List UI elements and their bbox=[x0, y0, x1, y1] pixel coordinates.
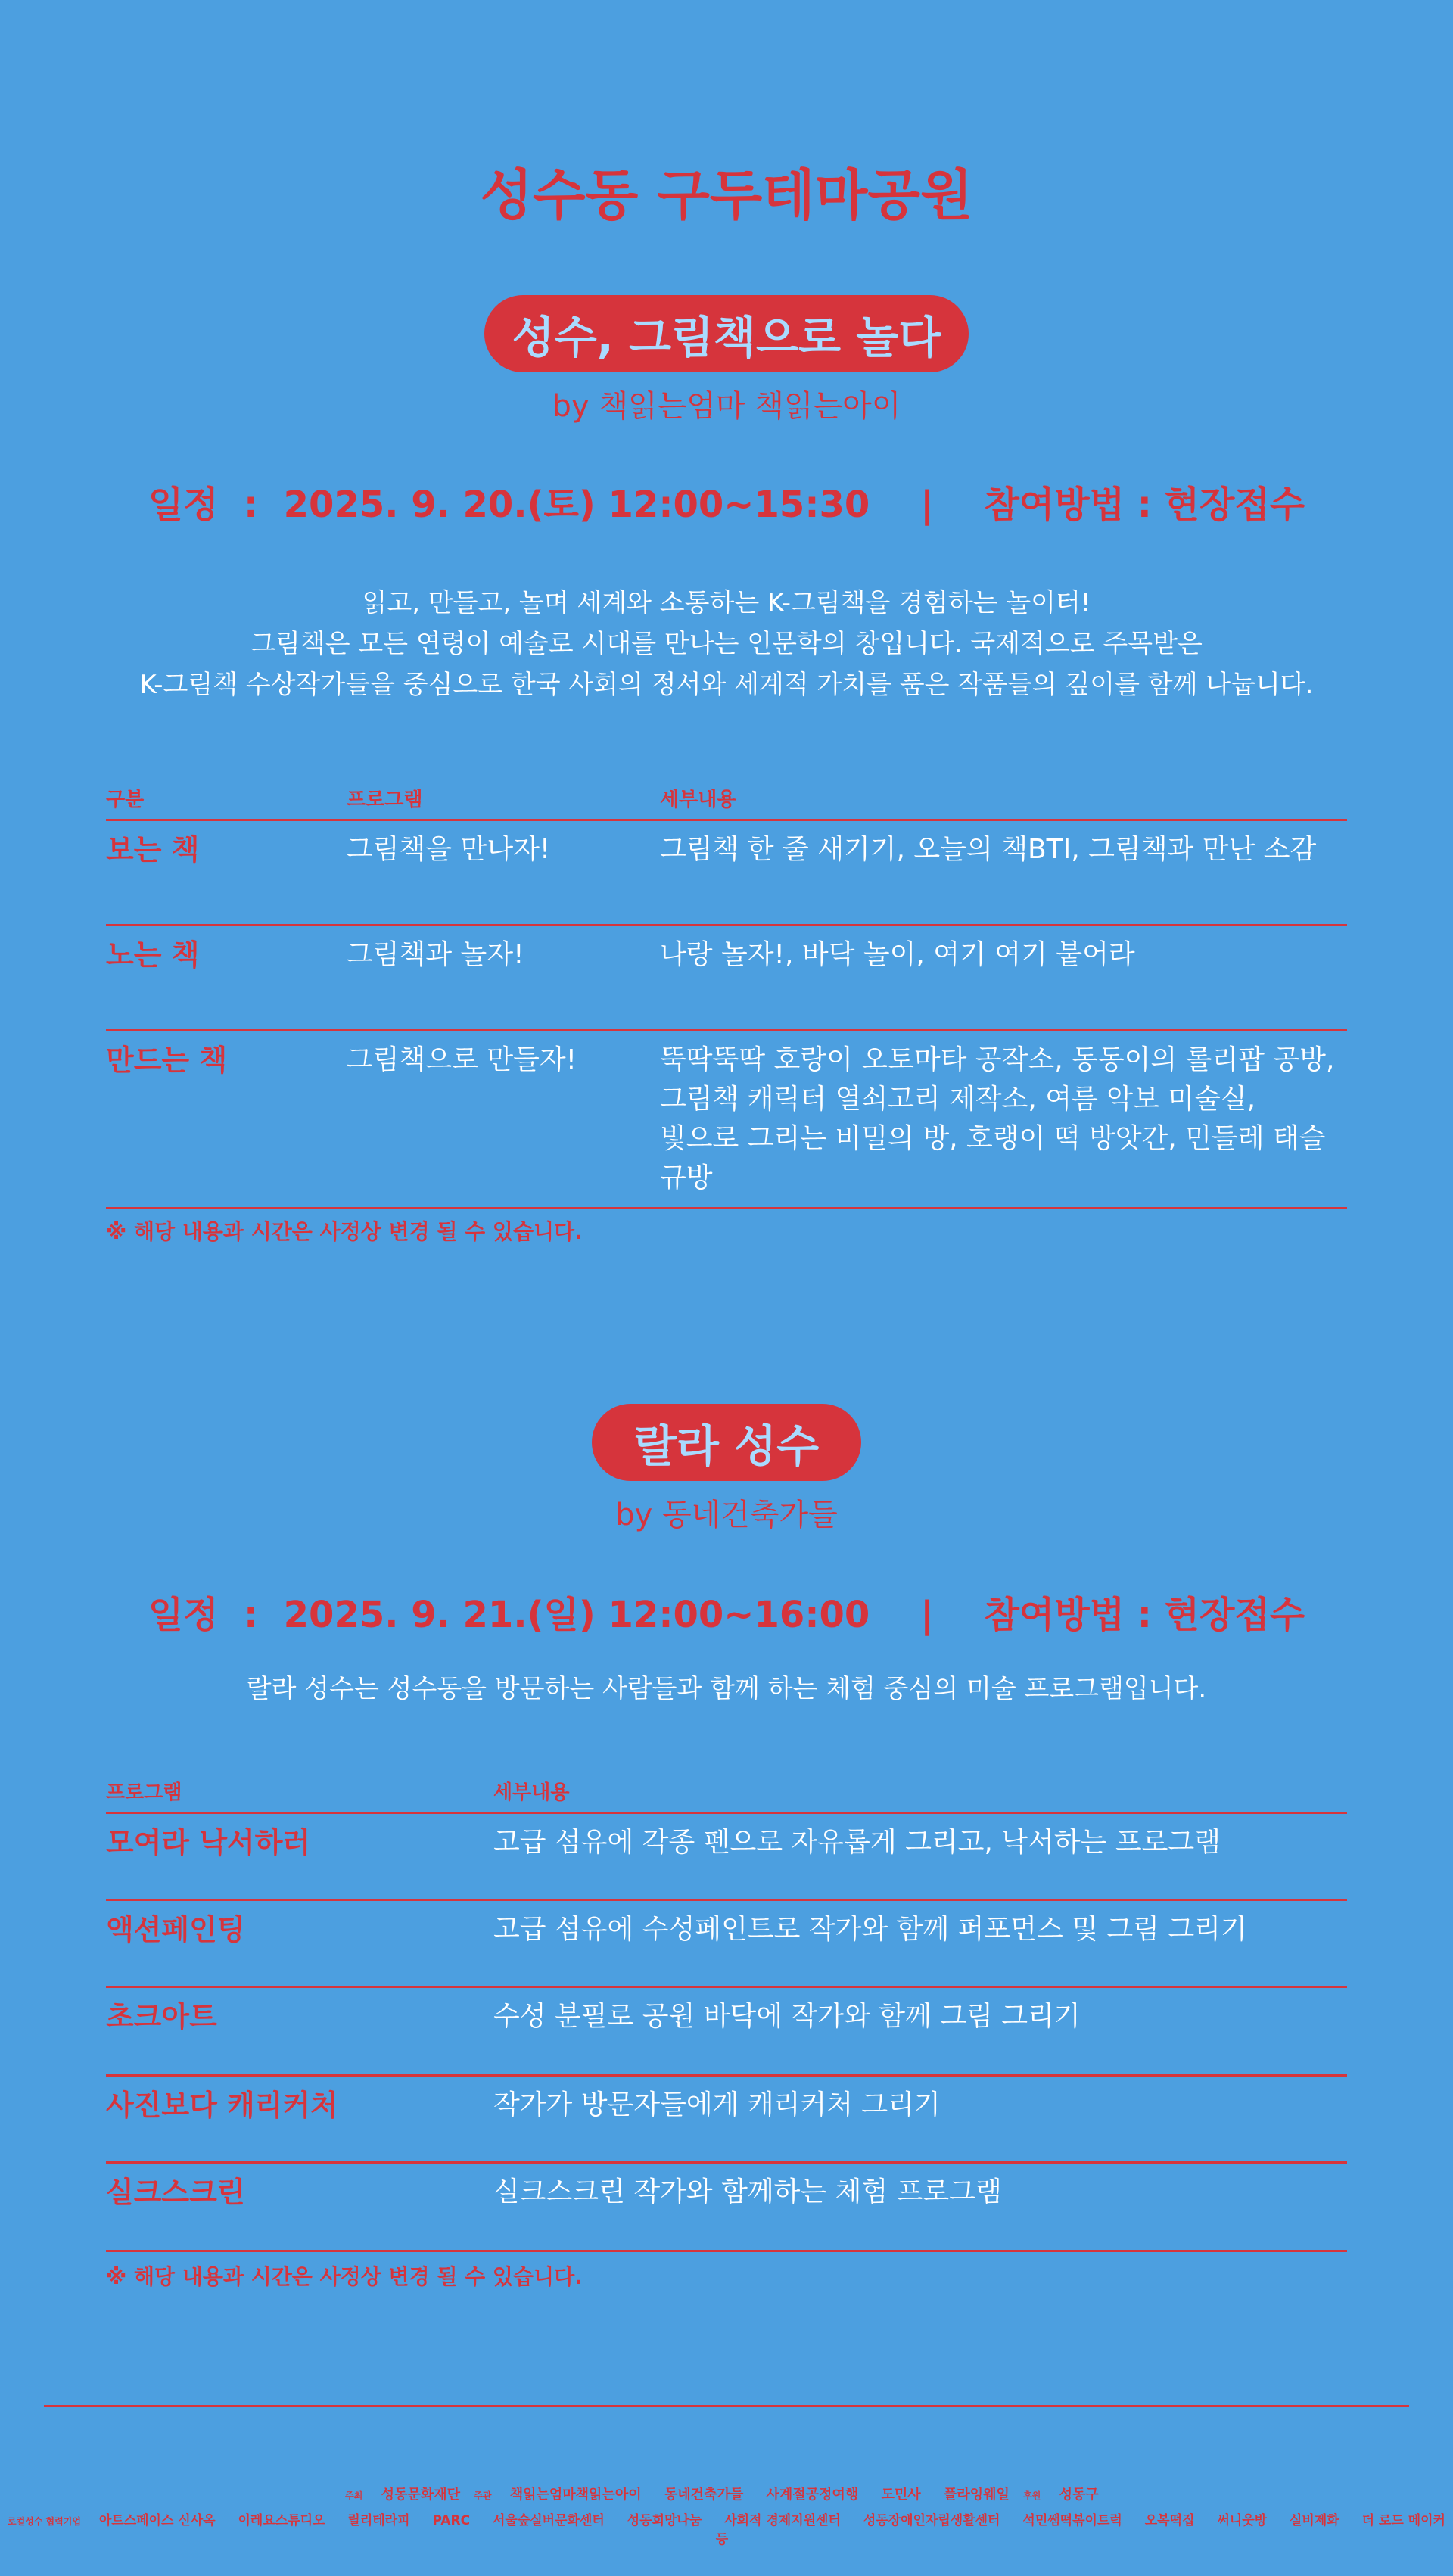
table-row bbox=[106, 1901, 1347, 1988]
footer-item: 석민쌤떡볶이트럭 bbox=[1022, 2513, 1122, 2528]
footer-label: 주관 bbox=[474, 2490, 492, 2501]
details-line: 나랑 놀자!, 바닥 놀이, 여기 여기 붙어라 bbox=[660, 939, 1135, 970]
row-details bbox=[660, 1041, 1347, 1198]
footer-label: 로컬성수 협력기업 bbox=[8, 2516, 81, 2527]
event1-byline: by 책읽는엄마 책읽는아이 bbox=[552, 389, 901, 424]
footer-item: 더 로드 메이커 등 bbox=[715, 2513, 1445, 2547]
footer-item: 사계절공정여행 bbox=[766, 2487, 859, 2503]
row-details: 고급 섬유에 각종 펜으로 자유롭게 그리고, 낙서하는 프로그램 bbox=[493, 1827, 1221, 1858]
footer-label: 주최 bbox=[345, 2490, 363, 2501]
page-title: 성수동 구두테마공원 bbox=[480, 163, 973, 227]
row-program: 실크스크린 bbox=[106, 2176, 245, 2209]
footer-partners bbox=[0, 2509, 1453, 2547]
event1-title: 성수, 그림책으로 놀다 bbox=[484, 295, 969, 372]
footer-item: 오복떡집 bbox=[1144, 2513, 1195, 2528]
event1-title-pill bbox=[0, 295, 1453, 372]
table-header bbox=[106, 779, 1347, 819]
footer-item: 실비제화 bbox=[1289, 2513, 1339, 2528]
description-line: 그림책은 모든 연령이 예술로 시대를 만나는 인문학의 창입니다. 국제적으로 주목받은 bbox=[250, 629, 1203, 659]
row-category: 노는 책 bbox=[106, 938, 200, 972]
table-row bbox=[106, 1814, 1347, 1901]
event2-title: 랄라 성수 bbox=[592, 1404, 861, 1481]
event1-notice: ※ 해당 내용과 시간은 사정상 변경 될 수 있습니다. bbox=[106, 1219, 583, 1244]
footer-item: 이레요스튜디오 bbox=[238, 2513, 325, 2528]
footer-item: 성동문화재단 bbox=[381, 2487, 460, 2503]
description-line: 랄라 성수는 성수동을 방문하는 사람들과 함께 하는 체험 중심의 미술 프로그램입니다. bbox=[246, 1674, 1207, 1704]
footer-item: 성동장애인자립생활센터 bbox=[863, 2513, 1000, 2528]
table-row bbox=[106, 926, 1347, 1031]
description-line: 읽고, 만들고, 놀며 세계와 소통하는 K-그림책을 경험하는 놀이터! bbox=[362, 588, 1091, 618]
event1-description bbox=[0, 583, 1453, 705]
footer-item: 사회적 경제지원센터 bbox=[724, 2513, 841, 2528]
row-program: 그림책으로 만들자! bbox=[347, 1044, 577, 1075]
row-details bbox=[660, 830, 1316, 870]
table-row bbox=[106, 1988, 1347, 2077]
row-program: 그림책과 놀자! bbox=[347, 939, 524, 970]
row-details bbox=[660, 935, 1135, 975]
event1-program-table bbox=[106, 779, 1347, 1209]
footer-item: 플라잉웨일 bbox=[943, 2487, 1010, 2503]
footer-item: PARC bbox=[432, 2513, 471, 2528]
header-program: 프로그램 bbox=[347, 789, 423, 811]
footer-item: 도민사 bbox=[881, 2487, 921, 2503]
details-line: 빛으로 그리는 비밀의 방, 호랭이 떡 방앗간, 민들레 태슬 규방 bbox=[660, 1123, 1326, 1193]
table-header bbox=[106, 1772, 1347, 1812]
row-program: 모여라 낙서하러 bbox=[106, 1826, 311, 1859]
row-program: 사진보다 캐리커처 bbox=[106, 2089, 338, 2122]
row-category: 만드는 책 bbox=[106, 1044, 228, 1077]
header-category: 구분 bbox=[106, 789, 145, 811]
footer-organizers bbox=[0, 2484, 1453, 2503]
event1-schedule: 일정 : 2025. 9. 20.(토) 12:00~15:30 | 참여방법 : 현장접수 bbox=[148, 484, 1305, 526]
footer-item: 써니웃방 bbox=[1217, 2513, 1268, 2528]
footer-item: 책읽는엄마책읽는아이 bbox=[509, 2487, 642, 2503]
row-details: 수성 분필로 공원 바닥에 작가와 함께 그림 그리기 bbox=[493, 2001, 1081, 2032]
details-line: 그림책 캐릭터 열쇠고리 제작소, 여름 악보 미술실, bbox=[660, 1084, 1256, 1115]
details-line: 그림책 한 줄 새기기, 오늘의 책BTI, 그림책과 만난 소감 bbox=[660, 834, 1317, 865]
footer-item: 릴리테라피 bbox=[347, 2513, 410, 2528]
footer-divider bbox=[44, 2405, 1409, 2407]
table-row bbox=[106, 2164, 1347, 2252]
footer-item: 아트스페이스 신사옥 bbox=[98, 2513, 216, 2528]
footer-item: 성동희망나눔 bbox=[627, 2513, 702, 2528]
footer-label: 후원 bbox=[1023, 2490, 1041, 2501]
details-line: 뚝딱뚝딱 호랑이 오토마타 공작소, 동동이의 롤리팝 공방, bbox=[660, 1044, 1335, 1075]
event2-schedule: 일정 : 2025. 9. 21.(일) 12:00~16:00 | 참여방법 : 현장접수 bbox=[148, 1594, 1305, 1636]
table-row bbox=[106, 821, 1347, 926]
row-details: 고급 섬유에 수성페인트로 작가와 함께 퍼포먼스 및 그림 그리기 bbox=[493, 1914, 1247, 1945]
footer-item: 성동구 bbox=[1059, 2487, 1099, 2503]
footer-item: 동네건축가들 bbox=[664, 2487, 744, 2503]
row-details: 작가가 방문자들에게 캐리커처 그리기 bbox=[493, 2089, 941, 2120]
row-program: 초크아트 bbox=[106, 2000, 217, 2033]
event2-notice: ※ 해당 내용과 시간은 사정상 변경 될 수 있습니다. bbox=[106, 2264, 583, 2289]
row-program: 액션페인팅 bbox=[106, 1913, 245, 1946]
header-details: 세부내용 bbox=[660, 789, 736, 811]
row-category: 보는 책 bbox=[106, 833, 200, 866]
description-line: K-그림책 수상작가들을 중심으로 한국 사회의 정서와 세계적 가치를 품은 작품들의 깊이를 함께 나눕니다. bbox=[139, 670, 1314, 700]
row-program: 그림책을 만나자! bbox=[347, 834, 551, 865]
event2-program-table bbox=[106, 1772, 1347, 2252]
table-row bbox=[106, 2077, 1347, 2164]
table-row bbox=[106, 1031, 1347, 1209]
header-program: 프로그램 bbox=[106, 1781, 182, 1804]
row-details: 실크스크린 작가와 함께하는 체험 프로그램 bbox=[493, 2176, 1002, 2207]
event2-byline: by 동네건축가들 bbox=[615, 1498, 838, 1532]
event2-description bbox=[0, 1669, 1453, 1710]
footer-item: 서울숲실버문화센터 bbox=[492, 2513, 605, 2528]
event2-title-pill bbox=[0, 1404, 1453, 1481]
header-details: 세부내용 bbox=[493, 1781, 570, 1804]
